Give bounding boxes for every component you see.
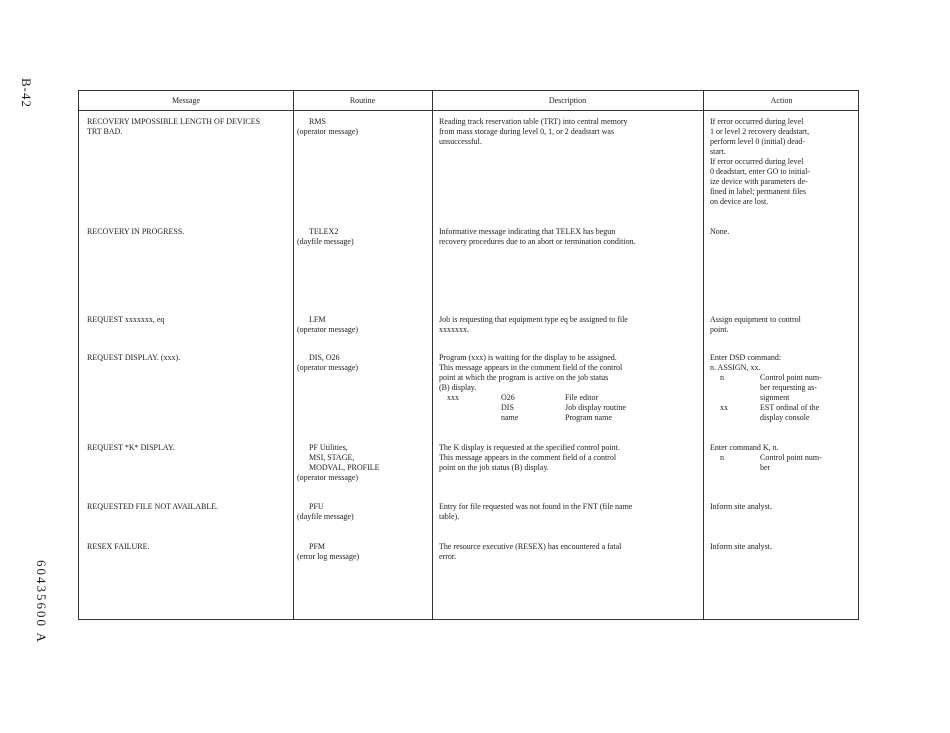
row-action: Enter DSD command: n. ASSIGN, xx. n Control point num- ber requesting as- signment xx EST ordinal of the display console bbox=[710, 353, 850, 423]
row-description: Informative message indicating that TELEX has begun recovery procedures due to an abort or termination condition. bbox=[439, 227, 636, 246]
header-description: Description bbox=[548, 96, 587, 105]
description-subtable-row: DIS Job display routine bbox=[501, 403, 626, 412]
row-message: REQUESTED FILE NOT AVAILABLE. bbox=[87, 502, 219, 511]
description-subtable-row: name Program name bbox=[501, 413, 612, 422]
row-message: RECOVERY IN PROGRESS. bbox=[87, 227, 185, 236]
header-message: Message bbox=[172, 96, 200, 105]
document-id: 60435600 A bbox=[34, 560, 49, 644]
column-divider bbox=[432, 91, 433, 619]
row-routine: PF Utilities, MSI, STAGE, MODVAL, PROFILE (operator message) bbox=[297, 443, 380, 482]
row-action: Enter command K, n. n Control point num- ber bbox=[710, 443, 850, 473]
row-routine: LFM (operator message) bbox=[297, 315, 359, 334]
row-routine: PFM (error log message) bbox=[297, 542, 360, 561]
row-description: Reading track reservation table (TRT) into central memory from mass storage during level 0, 1, or 2 deadstart was unsuccessful. bbox=[439, 117, 628, 146]
message-table bbox=[78, 90, 859, 620]
row-message: REQUEST *K* DISPLAY. bbox=[87, 443, 175, 452]
row-action: If error occurred during level 1 or level 2 recovery deadstart, perform level 0 (initial) dead- start. If error occurred during level 0 deadstart, enter GO to initial- ize device with parameters de- fined in label; permanent files on device are lost. bbox=[710, 117, 810, 206]
row-description: Entry for file requested was not found in the FNT (file name table). bbox=[439, 502, 633, 521]
header-divider bbox=[79, 110, 858, 111]
action-subtable-row: n Control point num- bbox=[720, 373, 822, 382]
row-message: REQUEST DISPLAY. (xxx). bbox=[87, 353, 181, 362]
row-action: Inform site analyst. bbox=[710, 502, 772, 511]
header-routine: Routine bbox=[349, 96, 376, 105]
row-message: REQUEST xxxxxxx, eq bbox=[87, 315, 165, 324]
page-number: B-42 bbox=[19, 78, 34, 108]
description-subtable-row: xxx O26 File editor bbox=[447, 393, 599, 402]
row-routine: RMS (operator message) bbox=[297, 117, 359, 136]
row-description: Job is requesting that equipment type eq be assigned to file xxxxxxx. bbox=[439, 315, 628, 334]
row-message: RESEX FAILURE. bbox=[87, 542, 150, 551]
row-action: Assign equipment to control point. bbox=[710, 315, 801, 334]
header-action: Action bbox=[770, 96, 793, 105]
action-subtable-row: xx EST ordinal of the bbox=[720, 403, 820, 412]
action-subtable-row: n Control point num- bbox=[720, 453, 822, 462]
row-description: The resource executive (RESEX) has encountered a fatal error. bbox=[439, 542, 622, 561]
row-description: The K display is requested at the specified control point. This message appears in the comment field of a control point on the job status (B) display. bbox=[439, 443, 620, 472]
row-routine: PFU (dayfile message) bbox=[297, 502, 354, 521]
row-description: Program (xxx) is waiting for the display to be assigned. This message appears in the comment field of the control point at which the program is active on the job status (B) display. xxx O26 File editor DIS Job display routine name Program name bbox=[439, 353, 704, 423]
row-routine: DIS, O26 (operator message) bbox=[297, 353, 359, 372]
row-action: None. bbox=[710, 227, 730, 236]
row-action: Inform site analyst. bbox=[710, 542, 772, 551]
row-routine: TELEX2 (dayfile message) bbox=[297, 227, 354, 246]
row-message: RECOVERY IMPOSSIBLE LENGTH OF DEVICES TRT BAD. bbox=[87, 117, 261, 136]
column-divider bbox=[293, 91, 294, 619]
